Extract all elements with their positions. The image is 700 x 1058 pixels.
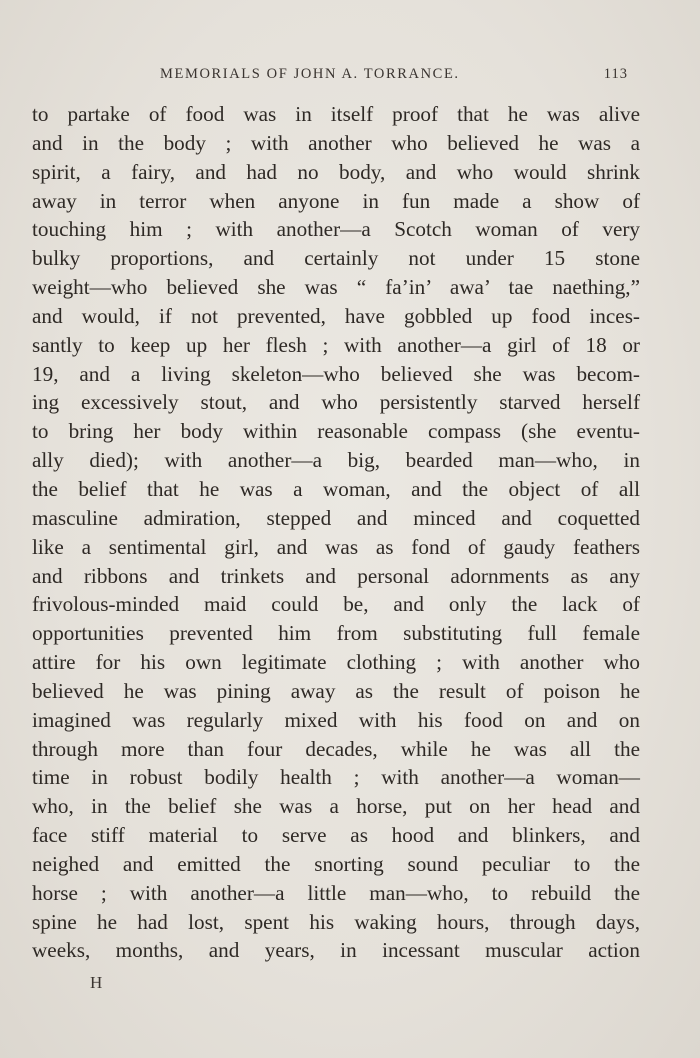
text-line: bulky proportions, and certainly not under 15 stone [32, 246, 640, 271]
text-line: like a sentimental girl, and was as fond of gaudy feathers [32, 534, 640, 559]
text-line: to partake of food was in itself proof that he was alive [32, 102, 640, 126]
text-line: face stiff material to serve as hood and blinkers, and [32, 823, 640, 848]
signature-mark: H [90, 973, 104, 992]
text-line: frivolous-minded maid could be, and only the lack of [32, 592, 640, 617]
text-line: horse ; with another—a little man—who, to rebuild the [32, 880, 640, 905]
text-line: weight—who believed she was “ fa’in’ awa’ tae naething,” [32, 275, 640, 300]
text-line: time in robust bodily health ; with another—a woman— [32, 765, 640, 790]
text-line: santly to keep up her flesh ; with another—a girl of 18 or [32, 332, 640, 357]
text-line: weeks, months, and years, in incessant muscular action [32, 938, 640, 963]
text-line: opportunities prevented him from substituting full female [32, 621, 640, 646]
text-line: and ribbons and trinkets and personal adornments as any [32, 563, 640, 588]
text-line: 19, and a living skeleton—who believed she was becom- [32, 361, 640, 386]
text-line: and would, if not prevented, have gobbled up food inces- [32, 303, 640, 328]
text-line: who, in the belief she was a horse, put on her head and [32, 794, 640, 819]
body-text [32, 100, 640, 965]
running-head [160, 66, 628, 86]
text-line: neighed and emitted the snorting sound peculiar to the [32, 851, 640, 876]
text-line: ing excessively stout, and who persistently starved herself [32, 390, 640, 415]
text-line: away in terror when anyone in fun made a show of [32, 188, 640, 213]
text-line: the belief that he was a woman, and the object of all [32, 476, 640, 501]
page-number: 113 [603, 66, 628, 82]
text-line: believed he was pining away as the result of poison he [32, 678, 640, 703]
text-line: through more than four decades, while he was all the [32, 736, 640, 761]
text-line: touching him ; with another—a Scotch woman of very [32, 217, 640, 242]
text-line: spirit, a fairy, and had no body, and who would shrink [32, 159, 640, 184]
text-line: imagined was regularly mixed with his food on and on [32, 707, 640, 732]
text-line: spine he had lost, spent his waking hours, through days, [32, 909, 640, 934]
text-line: attire for his own legitimate clothing ; with another who [32, 650, 640, 675]
text-line: masculine admiration, stepped and minced and coquetted [32, 505, 640, 530]
running-title: MEMORIALS OF JOHN A. TORRANCE. [160, 66, 460, 82]
text-line: and in the body ; with another who believed he was a [32, 130, 640, 155]
text-line: ally died); with another—a big, bearded man—who, in [32, 448, 640, 473]
text-line: to bring her body within reasonable compass (she eventu- [32, 419, 640, 444]
